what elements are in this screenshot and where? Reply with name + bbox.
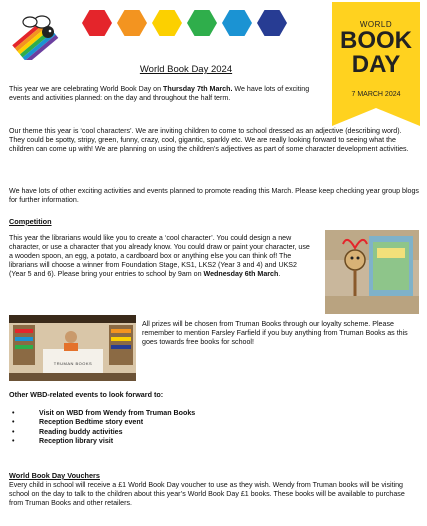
badge-book: BOOK [340, 27, 412, 54]
badge-date: 7 MARCH 2024 [351, 91, 401, 98]
competition-body: This year the librarians would like you to create a ‘cool character’. You could design a new character, or use a character that you already know. You could draw or paint your character, use a wooden spoon, an egg, a potato, a cardboard box or anything else you can think of! The librarians will choose a winner from Foundation Stage, KS1, LKS2 (Year 3 and 4) and UKS2 (Year 5 and 6). Please bring your entries to school by 9am on [9, 234, 310, 279]
competition-deadline-end: . [278, 270, 281, 279]
intro-date: Thursday 7th March. [163, 85, 233, 93]
events-list [9, 409, 309, 446]
intro-pre: This year we are celebrating World Book Day on [9, 85, 164, 93]
hexagon-blue [222, 10, 252, 36]
prizes-paragraph: All prizes will be chosen from Truman Books through our loyalty scheme. Please remember to mention Farsley Farfield if you buy anything from Truman Books as this goes towards free books for school! [142, 320, 408, 347]
hexagon-green [187, 10, 217, 36]
competition-paragraph [9, 234, 313, 279]
truman-books-shop-photo [9, 315, 136, 381]
theme-paragraph: Our theme this year is ‘cool characters’. We are inviting children to come to school dressed as an adjective (describing word). They could be spotty, stripy, green, funny, crazy, cool, gigantic, sparkly etc. We are really looking forward to seeing what the children can come up with! We are planning on using the children’s adjectives as part of some character development activities. [9, 127, 409, 154]
list-item: • Reading buddy activities [9, 428, 309, 437]
list-item: • Reception Bedtime story event [9, 418, 309, 427]
page-title: World Book Day 2024 [139, 64, 233, 75]
hexagon-red [82, 10, 112, 36]
vouchers-heading: World Book Day Vouchers [9, 471, 100, 480]
badge-day: DAY [351, 51, 401, 78]
intro-post: We have lots of exciting events and activities planned: on the day and throughout the half term. [9, 85, 310, 103]
badge-world: WORLD [359, 20, 393, 29]
vouchers-paragraph: Every child in school will receive a £1 World Book Day voucher to use as they wish. Wendy from Truman books will be visiting school on the day to talk to the children about this year’s World Book Day £1 books. These books will be available to purchase from Truman Books and other retailers. [9, 481, 405, 508]
events-heading: Other WBD-related events to look forward to: [9, 390, 164, 399]
competition-deadline: Wednesday 6th March [203, 270, 279, 279]
intro-paragraph [9, 85, 327, 103]
hexagon-navy [257, 10, 287, 36]
activities-paragraph: We have lots of other exciting activities and events planned to promote reading this March. Please keep checking year group blogs for further information. [9, 187, 419, 205]
character-craft-photo [325, 230, 419, 314]
competition-heading: Competition [9, 217, 52, 226]
list-item: • Reception library visit [9, 437, 309, 446]
hexagon-orange [117, 10, 147, 36]
school-logo [8, 12, 60, 60]
list-item: • Visit on WBD from Wendy from Truman Books [9, 409, 309, 418]
world-book-day-badge [332, 2, 420, 126]
shop-sign: TRUMAN BOOKS [53, 361, 93, 366]
hexagon-yellow [152, 10, 182, 36]
